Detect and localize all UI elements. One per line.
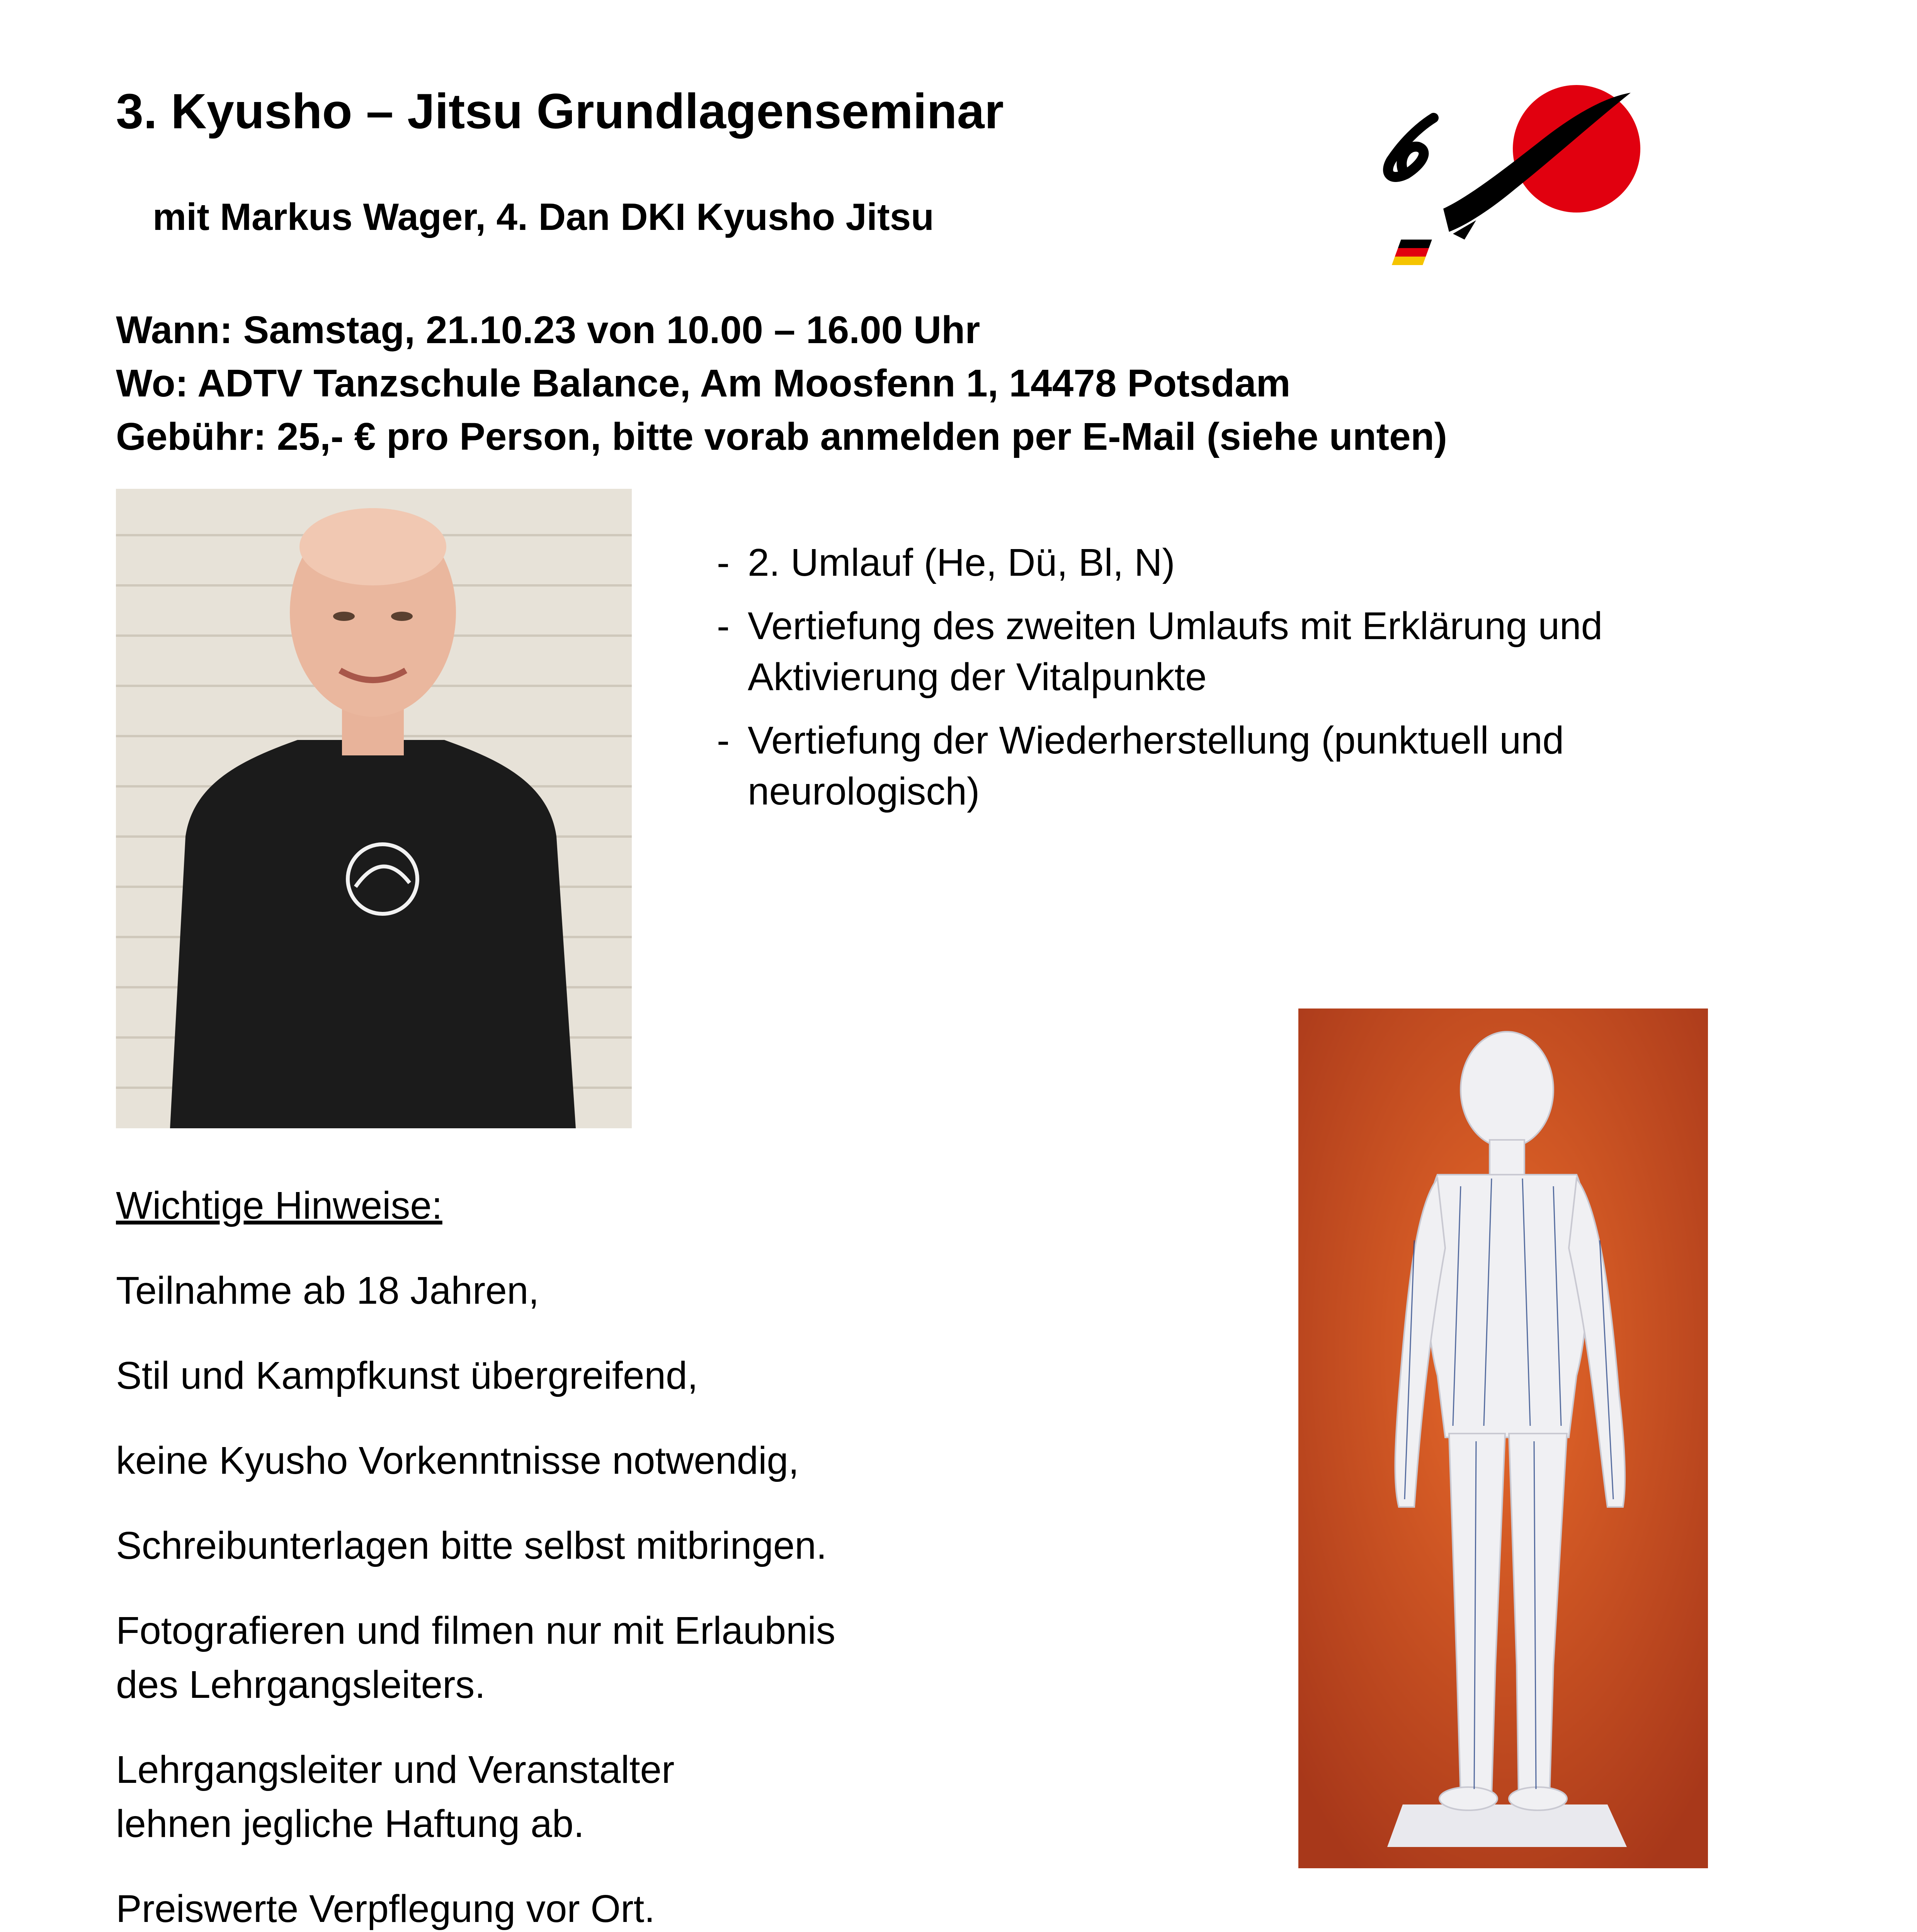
topic-text: Vertiefung des zweiten Umlaufs mit Erklärung und Aktivierung der Vitalpunkte: [748, 604, 1603, 699]
topic-text: Vertiefung der Wiederherstellung (punktuell und neurologisch): [748, 719, 1564, 813]
list-bullet: -: [717, 719, 730, 762]
note-materials: Schreibunterlagen bitte selbst mitbringen.: [116, 1524, 827, 1567]
acupuncture-model-photo: [1298, 1009, 1708, 1868]
list-bullet: -: [717, 541, 730, 584]
note-style: Stil und Kampfkunst übergreifend,: [116, 1354, 698, 1397]
list-bullet: -: [717, 604, 730, 648]
list-item: [717, 715, 1714, 817]
page-title: 3. Kyusho – Jitsu Grundlagenseminar: [116, 84, 1004, 139]
event-when: Wann: Samstag, 21.10.23 von 10.00 – 16.00 Uhr: [116, 308, 980, 352]
event-info: [116, 303, 1447, 463]
trainer-photo: [116, 489, 632, 1128]
note-photography: [116, 1604, 835, 1712]
list-item: [717, 537, 1714, 588]
note-liability: [116, 1743, 835, 1851]
note-liability-line-2: lehnen jegliche Haftung ab.: [116, 1802, 585, 1845]
note-photography-line-2: des Lehrgangsleiters.: [116, 1663, 486, 1706]
page-subtitle: mit Markus Wager, 4. Dan DKI Kyusho Jitsu: [153, 196, 934, 238]
topic-text: 2. Umlauf (He, Dü, Bl, N): [748, 541, 1175, 584]
dkv-logo: [1376, 81, 1665, 267]
note-liability-line-1: Lehrgangsleiter und Veranstalter: [116, 1748, 675, 1791]
important-notes: [116, 1179, 835, 1932]
event-fee: Gebühr: 25,- € pro Person, bitte vorab anmelden per E-Mail (siehe unten): [116, 415, 1448, 458]
note-age: Teilnahme ab 18 Jahren,: [116, 1269, 539, 1312]
note-prerequisites: keine Kyusho Vorkenntnisse notwendig,: [116, 1439, 799, 1482]
notes-heading: Wichtige Hinweise:: [116, 1184, 442, 1227]
note-catering: Preiswerte Verpflegung vor Ort.: [116, 1887, 655, 1930]
note-photography-line-1: Fotografieren und filmen nur mit Erlaubnis: [116, 1609, 836, 1652]
seminar-topics: [717, 537, 1714, 829]
list-item: [717, 600, 1714, 702]
event-where: Wo: ADTV Tanzschule Balance, Am Moosfenn 1, 14478 Potsdam: [116, 362, 1291, 405]
